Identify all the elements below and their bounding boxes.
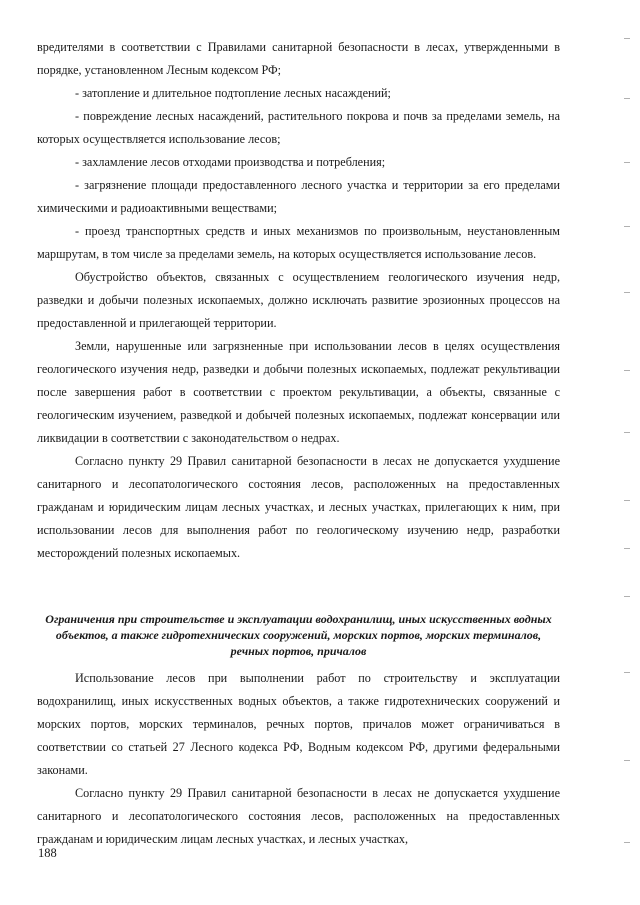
page-number: 188 [38,846,57,860]
scan-margin-marks [600,0,640,905]
paragraph: - проезд транспортных средств и иных механизмов по произвольным, неустановленным маршрутам, в том числе за пределами земель, на которых осуществляется использование лесов. [37,224,560,261]
paragraph: Земли, нарушенные или загрязненные при использовании лесов в целях осуществления геологического изучения недр, разведки и добычи полезных ископаемых, подлежат рекультивации после завершения работ в соответствии с проектом рекультивации, а объекты, связанные с геологическим изучением, разведкой и добычей полезных ископаемых, подлежат консервации или ликвидации в соответствии с законодательством о недрах. [37,339,560,445]
paragraph: Использование лесов при выполнении работ по строительству и эксплуатации водохранилищ, иных искусственных водных объектов, а также гидротехнических сооружений и морских портов, морских терминалов, речных портов, причалов может ограничиваться в соответствии со статьей 27 Лесного кодекса РФ, Водным кодексом РФ, другими федеральными законами. [37,671,560,777]
paragraph: вредителями в соответствии с Правилами санитарной безопасности в лесах, утвержденными в порядке, установленном Лесным кодексом РФ; [37,40,560,77]
paragraph: Согласно пункту 29 Правил санитарной безопасности в лесах не допускается ухудшение санитарного и лесопатологического состояния лесов, расположенных на предоставленных гражданам и юридическим лицам лесных участках, и лесных участках, [37,786,560,846]
section-heading: Ограничения при строительстве и эксплуатации водохранилищ, иных искусственных водных объектов, а также гидротехнических сооружений, морских портов, морских терминалов, речных портов, причалов [45,612,552,658]
paragraph: Согласно пункту 29 Правил санитарной безопасности в лесах не допускается ухудшение санитарного и лесопатологического состояния лесов, расположенных на предоставленных гражданам и юридическим лицам лесных участках, и лесных участках, прилегающих к ним, при использовании лесов для выполнения работ по геологическому изучению недр, разработки месторождений полезных ископаемых. [37,454,560,560]
paragraph: - затопление и длительное подтопление лесных насаждений; [75,86,391,100]
body-text-bottom [37,667,560,851]
paragraph: - захламление лесов отходами производства и потребления; [75,155,386,169]
paragraph: - повреждение лесных насаждений, растительного покрова и почв за пределами земель, на которых осуществляется использование лесов; [37,109,560,146]
paragraph: Обустройство объектов, связанных с осуществлением геологического изучения недр, разведки и добычи полезных ископаемых, должно исключать развитие эрозионных процессов на предоставленной и прилегающей территории. [37,270,560,330]
body-text-top [37,36,560,565]
paragraph: - загрязнение площади предоставленного лесного участка и территории за его пределами химическими и радиоактивными веществами; [37,178,560,215]
